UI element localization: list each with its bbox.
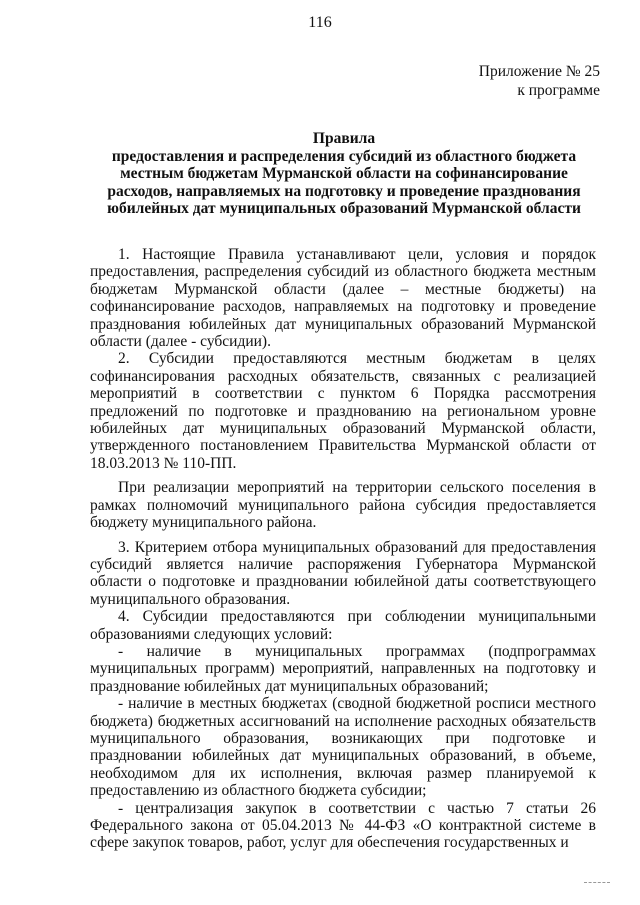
appendix-reference — [479, 62, 600, 100]
title-line: расходов, направляемых на подготовку и проведение празднования — [107, 182, 581, 200]
paragraph-rural-settlement: При реализации мероприятий на территории сельского поселения в рамках полномочий муниципального района субсидия предоставляется бюджету муниципального района. — [90, 479, 596, 532]
condition-item: - централизация закупок в соответствии с частью 7 статьи 26 Федерального закона от 05.04.2013 № 44-ФЗ «О контрактной системе в сфере закупок товаров, работ, услуг для обеспечения государственных и — [90, 799, 596, 852]
title-line: местным бюджетам Мурманской области на софинансирование — [120, 165, 568, 182]
page-number: 116 — [308, 14, 332, 31]
paragraph-4: 4. Субсидии предоставляются при соблюдении муниципальными образованиями следующих условий: — [90, 608, 596, 643]
title-line: юбилейных дат муниципальных образований Мурманской области — [107, 200, 581, 217]
appendix-number: Приложение № 25 — [478, 63, 600, 80]
paragraph-2: 2. Субсидии предоставляются местным бюджетам в целях софинансирования расходных обязательств, связанных с реализацией мероприятий в соответствии с пунктом 6 Порядка рассмотрения предложений по подготовке и празднованию на региональном уровне юбилейных дат муниципальных образований Мурманской области, утвержденного постановлением Правительства Мурманской области от 18.03.2013 № 110-ПП. — [90, 350, 596, 472]
paragraph-3: 3. Критерием отбора муниципальных образований для предоставления субсидий является наличие распоряжения Губернатора Мурманской области о подготовке и праздновании юбилейной даты соответствующего муниципального образования. — [90, 538, 596, 608]
document-body — [90, 246, 596, 852]
title-line: предоставления и распределения субсидий из областного бюджета — [111, 147, 577, 165]
document-title — [95, 130, 593, 218]
title-heading: Правила — [312, 130, 376, 147]
paragraph-1: 1. Настоящие Правила устанавливают цели, условия и порядок предоставления, распределения субсидий из областного бюджета местным бюджетам Мурманской области (далее – местные бюджеты) на софинансирование расходов, направляемых на подготовку и проведение празднования юбилейных дат муниципальных образований Мурманской области (далее - субсидии). — [90, 246, 596, 351]
scan-artifact — [584, 882, 610, 883]
condition-item: - наличие в местных бюджетах (сводной бюджетной росписи местного бюджета) бюджетных ассигнований на исполнение расходных обязательств муниципального образования, возникающих при подготовке и праздновании юбилейных дат муниципальных образований, в объеме, необходимом для их исполнения, включая размер планируемой к предоставлению из областного бюджета субсидии; — [90, 695, 596, 800]
appendix-program: к программе — [517, 82, 600, 99]
condition-item: - наличие в муниципальных программах (подпрограммах муниципальных программ) мероприятий, направленных на подготовку и празднование юбилейных дат муниципальных образований; — [90, 642, 596, 695]
